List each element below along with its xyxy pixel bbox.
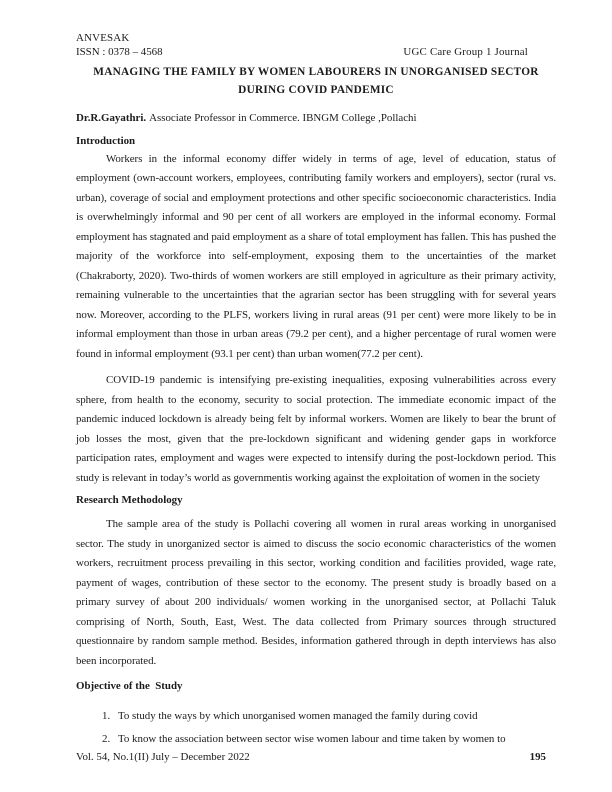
introduction-paragraph-2: COVID-19 pandemic is intensifying pre-existing inequalities, exposing vulnerabilities across every sphere, from health to the economy, security to social protection. The immediate economic impact of the pandemic induced lockdown is already being felt by informal workers. Women are likely to bear the brunt of job losses the most, given that the pre-lockdown significant and widening gender gaps in workforce participation rates, employment and wages were expected to intensify during the post-lockdown period. This study is relevant in today’s world as governmentis working against the exploitation of women in the society	[76, 374, 556, 484]
section-heading-methodology: Research Methodology	[76, 494, 183, 506]
introduction-paragraph-1: Workers in the informal economy differ widely in terms of age, level of education, status of employment (own-account workers, employees, contributing family workers and employers), sector (rural vs. urban), coverage of social and employment protections and other specific socioeconomic characteristics. India is overwhelmingly informal and 90 per cent of all workers are employed in the informal economy. Formal employment has stagnated and paid employment as a share of total employment has fallen. This has pushed the majority of the workforce into self-employment, exposing them to the uncertainties of the market (Chakraborty, 2020). Two-thirds of women workers are still employed in agriculture as their primary activity, remaining vulnerable to the uncertainties that the agrarian sector has been struggling with for several years now. Moreover, according to the PLFS, workers living in rural areas (91 per cent) were more likely to be in informal employment than those in urban areas (79.2 per cent), and a higher percentage of rural women were found in informal employment (93.1 per cent) than urban women(77.2 per cent).	[76, 152, 556, 360]
journal-name: ANVESAK	[76, 32, 130, 44]
page-number: 195	[529, 751, 546, 763]
section-heading-objectives: Objective of the Study	[76, 680, 183, 692]
objective-text-2: To know the association between sector wise women labour and time taken by women to	[118, 733, 506, 745]
methodology-paragraph: The sample area of the study is Pollachi covering all women in rural areas working in unorganised sector. The study in unorganized sector is aimed to discuss the socio economic characteristics of the women workers, recruitment process prevailing in this sector, working condition and facilities provided, wage rate, payment of wages, contribution of these sector to the economy. The present study is broadly based on a primary survey of about 200 individuals/ women working in the unorganised sector, at Pollachi Taluk comprising of North, South, East, West. The data collected from Primary sources through structured questionnaire by random sample method. Besides, information gathered through in depth interviews has also been incorporated.	[76, 518, 556, 667]
objective-number-2: 2.	[102, 733, 111, 745]
author-line	[76, 111, 556, 125]
objectives-list	[76, 707, 556, 750]
paper-title-line1: MANAGING THE FAMILY BY WOMEN LABOURERS IN UNORGANISED SECTOR	[93, 66, 539, 78]
volume-info: Vol. 54, No.1(II) July – December 2022	[76, 751, 250, 763]
issn-number: ISSN : 0378 – 4568	[76, 46, 163, 58]
paper-title	[76, 63, 556, 99]
care-group-label: UGC Care Group 1 Journal	[403, 46, 528, 58]
objective-number-1: 1.	[102, 710, 111, 722]
objective-text-1: To study the ways by which unorganised women managed the family during covid	[118, 710, 478, 722]
author-name: Dr.R.Gayathri.	[76, 112, 147, 124]
objective-item-1	[76, 707, 556, 727]
page-footer	[76, 750, 556, 765]
paper-title-line2: DURING COVID PANDEMIC	[238, 84, 394, 96]
objective-item-2	[76, 730, 556, 750]
author-affiliation: Associate Professor in Commerce. IBNGM College ,Pollachi	[149, 112, 417, 124]
section-heading-introduction: Introduction	[76, 135, 136, 147]
issn-row	[76, 45, 556, 59]
